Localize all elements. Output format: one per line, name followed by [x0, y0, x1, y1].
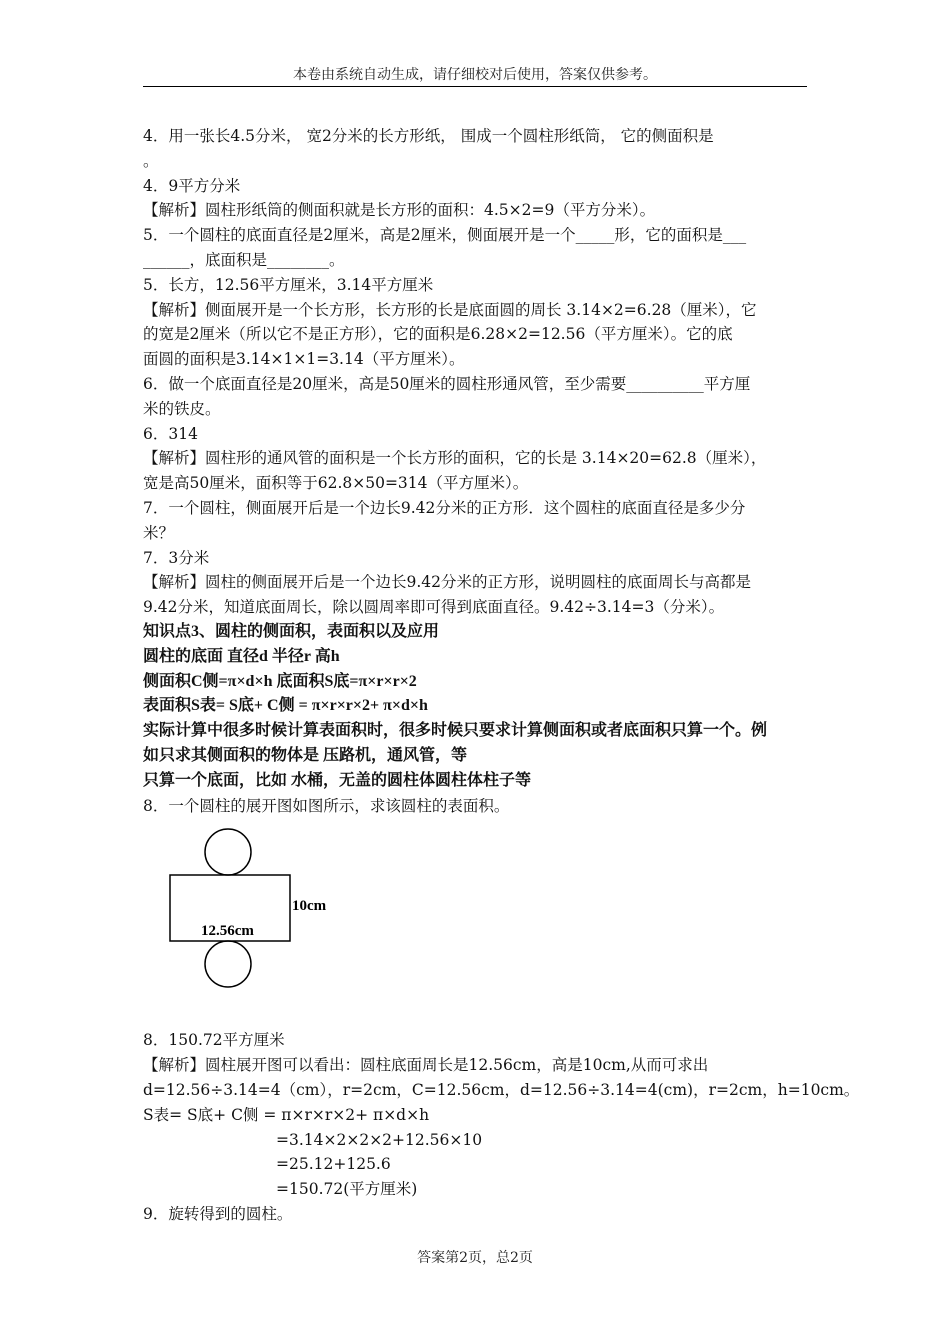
text-line: 8．一个圆柱的展开图如图所示，求该圆柱的表面积。 [143, 796, 510, 815]
text-line: 7．3分米 [143, 548, 210, 567]
text-line: 如只求其侧面积的物体是 压路机，通风管，等 [143, 746, 468, 764]
text-line: 宽是高50厘米，面积等于62.8×50=314（平方厘米）。 [143, 474, 529, 493]
text-block-2 [143, 1028, 860, 1226]
text-line: 【解析】圆柱形的通风管的面积是一个长方形的面积，它的长是 3.14×20=62.8（厘米）， [143, 449, 767, 468]
text-block-1 [143, 124, 811, 818]
text-line: 4．9平方分米 [143, 176, 241, 195]
text-line: 。 [143, 151, 159, 170]
text-line: 表面积S表= S底+ C侧 = π×r×r×2+ π×d×h [143, 697, 428, 715]
text-line: 侧面积C侧=π×d×h 底面积S底=π×r×r×2 [143, 672, 417, 690]
page-footer: 答案第2页，总2页 [417, 1250, 533, 1266]
text-line: 实际计算中很多时候计算表面积时，很多时候只要求计算侧面积或者底面积只算一个。例 [143, 722, 768, 740]
bottom-base-circle [205, 941, 251, 987]
text-line: 6．做一个底面直径是20厘米，高是50厘米的圆柱形通风管，至少需要__________平方厘 [143, 374, 751, 393]
cylinder-net-figure [143, 818, 811, 1028]
cylinder-net-diagram [143, 818, 811, 1028]
text-line: 【解析】圆柱形纸筒的侧面积就是长方形的面积：4.5×2=9（平方分米）。 [143, 201, 656, 220]
text-line: 5．一个圆柱的底面直径是2厘米，高是2厘米，侧面展开是一个_____形，它的面积是___ [143, 226, 747, 245]
text-line: d=12.56÷3.14=4（cm），r=2cm，C=12.56cm，d=12.56÷3.14=4(cm)，r=2cm，h=10cm。 [143, 1080, 860, 1099]
text-line: 只算一个底面，比如 水桶，无盖的圆柱体圆柱体柱子等 [143, 771, 532, 789]
text-line: =150.72(平方厘米) [276, 1180, 418, 1199]
text-line: ______，底面积是________。 [143, 250, 345, 269]
text-line: 米的铁皮。 [143, 399, 221, 418]
text-line: 【解析】圆柱的侧面展开后是一个边长9.42分米的正方形，说明圆柱的底面周长与高都是 [143, 573, 752, 592]
text-line: 知识点3、圆柱的侧面积，表面积以及应用 [143, 622, 440, 640]
page-header: 本卷由系统自动生成，请仔细校对后使用，答案仅供参考。 [293, 67, 657, 83]
text-line: 【解析】侧面展开是一个长方形，长方形的长是底面圆的周长 3.14×2=6.28（厘米），它 [143, 300, 757, 319]
text-line: 面圆的面积是3.14×1×1=3.14（平方厘米）。 [143, 350, 465, 369]
text-line: 5．长方，12.56平方厘米，3.14平方厘米 [143, 275, 434, 294]
text-line: 6．314 [143, 424, 198, 443]
text-line: 4．用一张长4.5分米， 宽2分米的长方形纸， 围成一个圆柱形纸筒， 它的侧面积是 [143, 127, 714, 145]
header-rule [143, 86, 807, 87]
text-line: 9．旋转得到的圆柱。 [143, 1204, 293, 1223]
text-line: S表= S底+ C侧 = π×r×r×2+ π×d×h [143, 1105, 430, 1124]
text-line: =25.12+125.6 [276, 1155, 391, 1174]
text-line: 圆柱的底面 直径d 半径r 高h [143, 647, 340, 665]
text-line: 8．150.72平方厘米 [143, 1031, 285, 1050]
document-body [143, 124, 860, 1227]
top-base-circle [205, 829, 251, 875]
height-label: 10cm [292, 898, 327, 915]
text-line: 9.42分米，知道底面周长，除以圆周率即可得到底面直径。9.42÷3.14=3（分米）。 [143, 598, 725, 617]
text-line: =3.14×2×2×2+12.56×10 [276, 1130, 483, 1149]
text-line: 的宽是2厘米（所以它不是正方形），它的面积是6.28×2=12.56（平方厘米）。它的底 [143, 325, 733, 344]
width-label: 12.56cm [201, 923, 254, 940]
text-line: 【解析】圆柱展开图可以看出：圆柱底面周长是12.56cm，高是10cm,从而可求出 [143, 1056, 709, 1075]
text-line: 7．一个圆柱，侧面展开后是一个边长9.42分米的正方形．这个圆柱的底面直径是多少分 [143, 498, 746, 517]
text-line: 米？ [143, 523, 175, 542]
